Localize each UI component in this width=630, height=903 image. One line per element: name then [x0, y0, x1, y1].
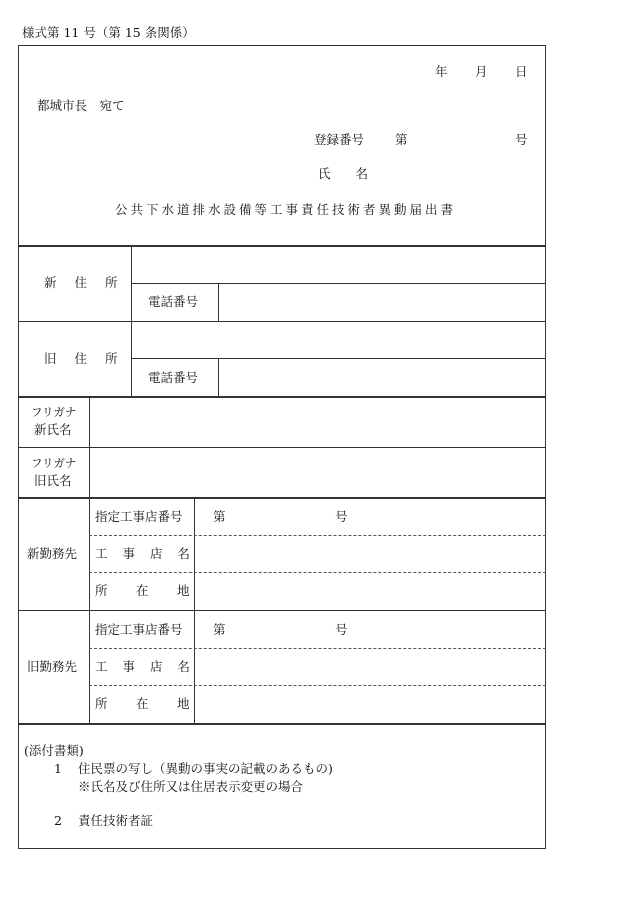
registration-number-value[interactable] [412, 130, 510, 148]
old-designated-no-suffix: 号 [335, 622, 348, 637]
attachment-text-2: 責任技術者証 [78, 813, 154, 828]
new-shop-name-field[interactable] [197, 538, 544, 570]
attachments-heading: (添付書類) [24, 743, 84, 758]
old-furigana-label: フリガナ [31, 456, 77, 470]
old-phone-label: 電話番号 [148, 370, 199, 385]
new-furigana-label: フリガナ [31, 405, 77, 419]
divider-name-top [18, 396, 546, 398]
new-designated-no-suffix: 号 [335, 509, 348, 524]
old-designated-no-field[interactable] [232, 615, 332, 644]
old-address-label: 旧 住 所 [44, 351, 125, 366]
new-shop-name-label: 工 事 店 名 [95, 546, 196, 561]
new-name-label: 新氏名 [34, 422, 72, 437]
old-designated-no-prefix: 第 [213, 622, 226, 637]
old-workplace-label: 旧勤務先 [27, 659, 78, 674]
form-number: 様式第 11 号（第 15 条関係） [22, 25, 195, 40]
old-phone-field[interactable] [221, 361, 544, 394]
new-address-row-divider [131, 283, 546, 284]
new-name-field[interactable] [92, 400, 544, 445]
old-workplace-dash-2 [89, 685, 546, 686]
name-mid-divider [18, 447, 546, 448]
old-designated-no-label: 指定工事店番号 [95, 622, 183, 637]
new-phone-label: 電話番号 [148, 294, 199, 309]
date-year: 年 [435, 64, 448, 79]
new-location-label: 所 在 地 [95, 583, 194, 598]
old-phone-col [218, 358, 219, 396]
attachment-number-2: 2 [54, 813, 62, 828]
name-value[interactable] [380, 164, 530, 182]
new-designated-no-field[interactable] [232, 503, 332, 531]
registration-prefix: 第 [395, 132, 408, 147]
new-workplace-dash-2 [89, 572, 546, 573]
workplace-label-col [89, 499, 90, 723]
new-address-label: 新 住 所 [44, 275, 125, 290]
registration-number-label: 登録番号 [314, 132, 365, 147]
document-title: 公共下水道排水設備等工事責任技術者異動届出書 [115, 202, 457, 217]
old-workplace-dash-1 [89, 648, 546, 649]
workplace-mid-divider [18, 610, 546, 611]
divider-address-top [18, 245, 546, 247]
old-shop-name-field[interactable] [197, 651, 544, 683]
date-day: 日 [515, 64, 528, 79]
new-location-field[interactable] [197, 575, 544, 608]
new-phone-field[interactable] [221, 286, 544, 319]
address-mid-divider [18, 321, 546, 322]
new-designated-no-label: 指定工事店番号 [95, 509, 183, 524]
addressee: 都城市長 宛て [37, 98, 125, 113]
new-workplace-label: 新勤務先 [27, 546, 78, 561]
registration-suffix: 号 [515, 132, 528, 147]
new-phone-col [218, 283, 219, 321]
name-label-col [89, 398, 90, 498]
old-name-label: 旧氏名 [34, 473, 72, 488]
attachment-note-1: ※氏名及び住所又は住居表示変更の場合 [78, 779, 304, 794]
old-address-field[interactable] [134, 324, 544, 356]
new-workplace-dash-1 [89, 535, 546, 536]
old-address-row-divider [131, 358, 546, 359]
divider-attachments-top [18, 723, 546, 725]
new-designated-no-prefix: 第 [213, 509, 226, 524]
old-shop-name-label: 工 事 店 名 [95, 659, 196, 674]
attachment-number-1: 1 [54, 761, 62, 776]
attachment-text-1: 住民票の写し（異動の事実の記載のあるもの) [78, 761, 333, 776]
old-location-label: 所 在 地 [95, 696, 194, 711]
workplace-field-col [194, 499, 195, 723]
old-location-field[interactable] [197, 688, 544, 721]
divider-workplace-top [18, 497, 546, 499]
name-label: 氏 名 [318, 166, 369, 181]
date-month: 月 [475, 64, 488, 79]
old-name-field[interactable] [92, 450, 544, 495]
new-address-field[interactable] [134, 248, 544, 281]
